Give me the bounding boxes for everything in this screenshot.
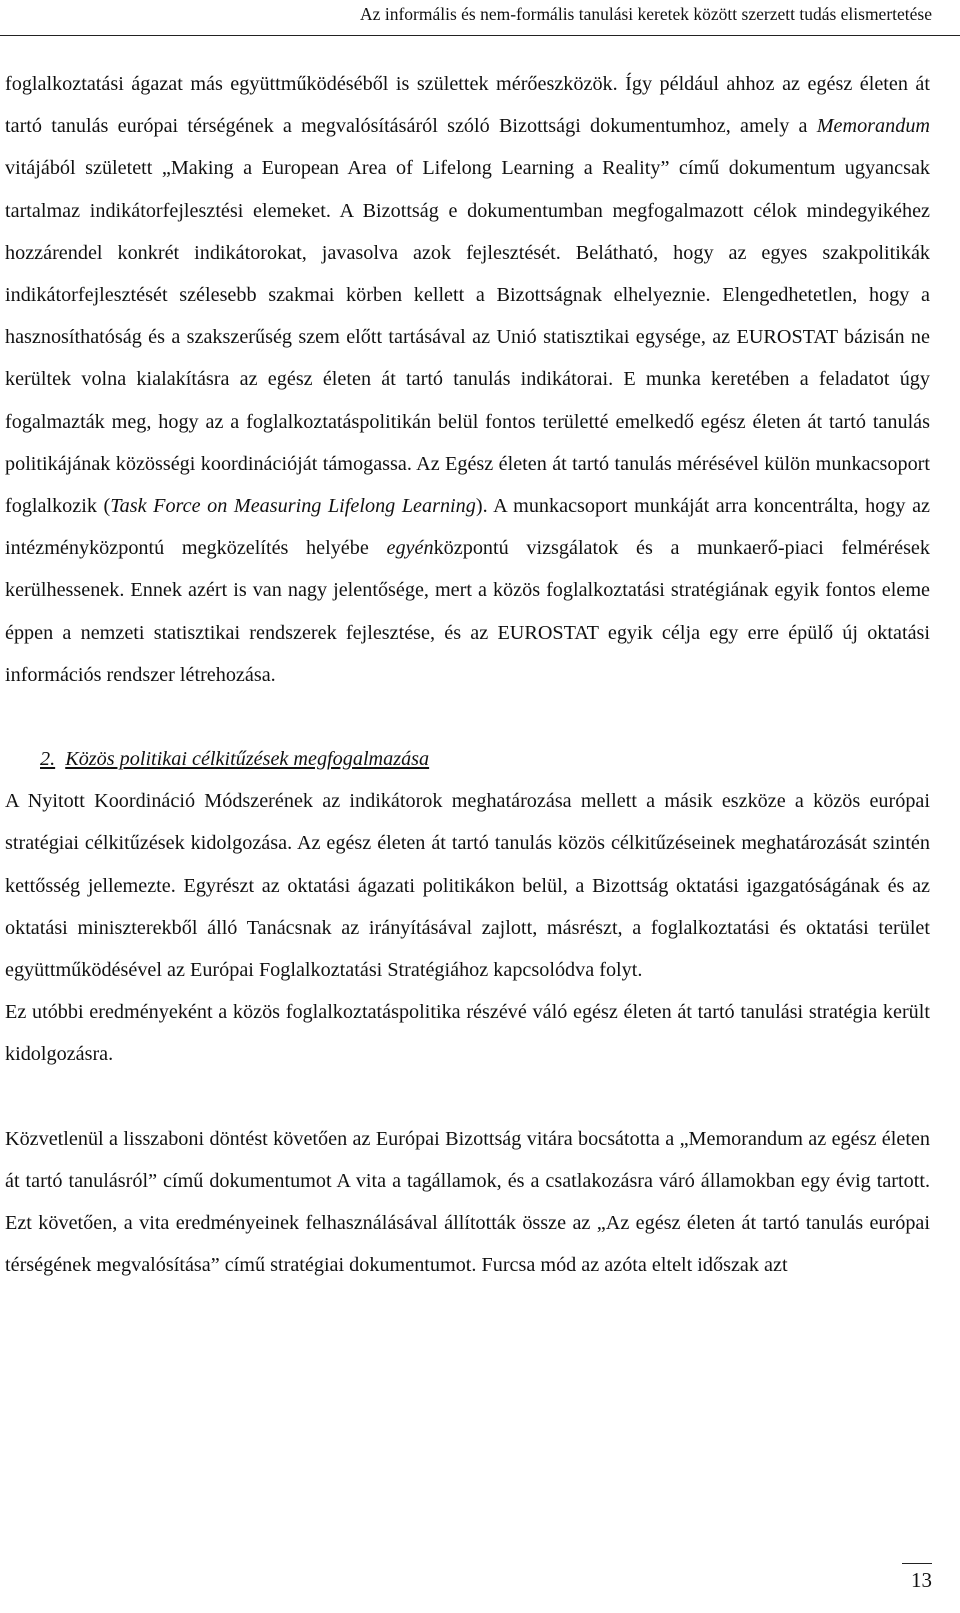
paragraph-1-text-c: ). A munkacsoport munkáját arra koncentrálta, hogy az intézményközpontú megközelítés helyébe (5, 495, 930, 560)
paragraph-3: Ez utóbbi eredményeként a közös foglalkoztatáspolitika részévé váló egész életen át tartó tanulási stratégia került kidolgozásra. (5, 1001, 930, 1066)
paragraph-1-text-d: központú vizsgálatok és a munkaerő-piaci felmérések kerülhessenek. Ennek azért is van nagy jelentősége, mert a közös foglalkoztatási stratégiának egyik fontos eleme éppen a nemzeti statisztikai rendszerek fejlesztése, és az EUROSTAT egyik célja egy erre épülő új oktatási információs rendszer létrehozása. (5, 537, 930, 686)
section-number: 2. (40, 748, 56, 771)
task-force-italic: Task Force on Measuring Lifelong Learning (110, 495, 476, 518)
document-body (5, 63, 930, 1286)
section-title: Közös politikai célkitűzések megfogalmazása (65, 748, 430, 771)
paragraph-4: Közvetlenül a lisszaboni döntést követően az Európai Bizottság vitára bocsátotta a „Memorandum az egész életen át tartó tanulásról” című dokumentumot A vita a tagállamok, és a csatlakozásra váró államokban egy évig tartott. Ezt követően, a vita eredményeinek felhasználásával állították össze az „Az egész életen át tartó tanulás európai térségének megvalósítása” című stratégiai dokumentumot. Furcsa mód az azóta eltelt időszak azt (5, 1127, 930, 1277)
paragraph-1-text-a: foglalkoztatási ágazat más együttműködéséből is születtek mérőeszközök. Így például ahhoz az egész életen át tartó tanulás európai térségének a megvalósításáról szóló Bizottsági dokumentumhoz, amely a (5, 73, 930, 138)
egyen-italic: egyén (386, 537, 434, 560)
spacer (5, 696, 930, 738)
header-rule (0, 35, 960, 36)
spacer (5, 1076, 930, 1118)
memorandum-italic: Memorandum (816, 115, 930, 138)
paragraph-2: A Nyitott Koordináció Módszerének az indikátorok meghatározása mellett a másik eszköze a közös európai stratégiai célkitűzések kidolgozása. Az egész életen át tartó tanulás közös célkitűzéseinek meghatározását szintén kettősség jellemezte. Egyrészt az oktatási ágazati politikákon belül, a Bizottság oktatási igazgatóságának és az oktatási miniszterekből álló Tanácsnak az irányításával zajlott, másrészt, a foglalkoztatási és oktatási terület együttműködésével az Európai Foglalkoztatási Stratégiához kapcsolódva folyt. (5, 790, 930, 982)
section-heading (5, 738, 930, 780)
paragraph-1 (5, 63, 930, 696)
paragraph-1-text-b: vitájából született „Making a European Area of Lifelong Learning a Reality” című dokumentum ugyancsak tartalmaz indikátorfejlesztési elemeket. A Bizottság e dokumentumban megfogalmazott célok mindegyikéhez hozzárendel konkrét indikátorokat, javasolva azok fejlesztését. Belátható, hogy az egyes szakpolitikák indikátorfejlesztését szélesebb szakmai körben kellett a Bizottságnak elhelyeznie. Elengedhetetlen, hogy a hasznosíthatóság és a szakszerűség szem előtt tartásával az Unió statisztikai egysége, az EUROSTAT bázisán ne kerültek volna kialakításra az egész életen át tartó tanulás indikátorai. E munka keretében a feladatot úgy fogalmazták meg, hogy az a foglalkoztatáspolitikán belül fontos területté emelkedő egész életen át tartó tanulás politikájának közösségi koordinációját támogassa. Az Egész életen át tartó tanulás mérésével külön munkacsoport foglalkozik ( (5, 157, 930, 518)
running-header: Az informális és nem-formális tanulási keretek között szerzett tudás elismertetése (360, 4, 932, 24)
page-number: 13 (902, 1563, 932, 1596)
